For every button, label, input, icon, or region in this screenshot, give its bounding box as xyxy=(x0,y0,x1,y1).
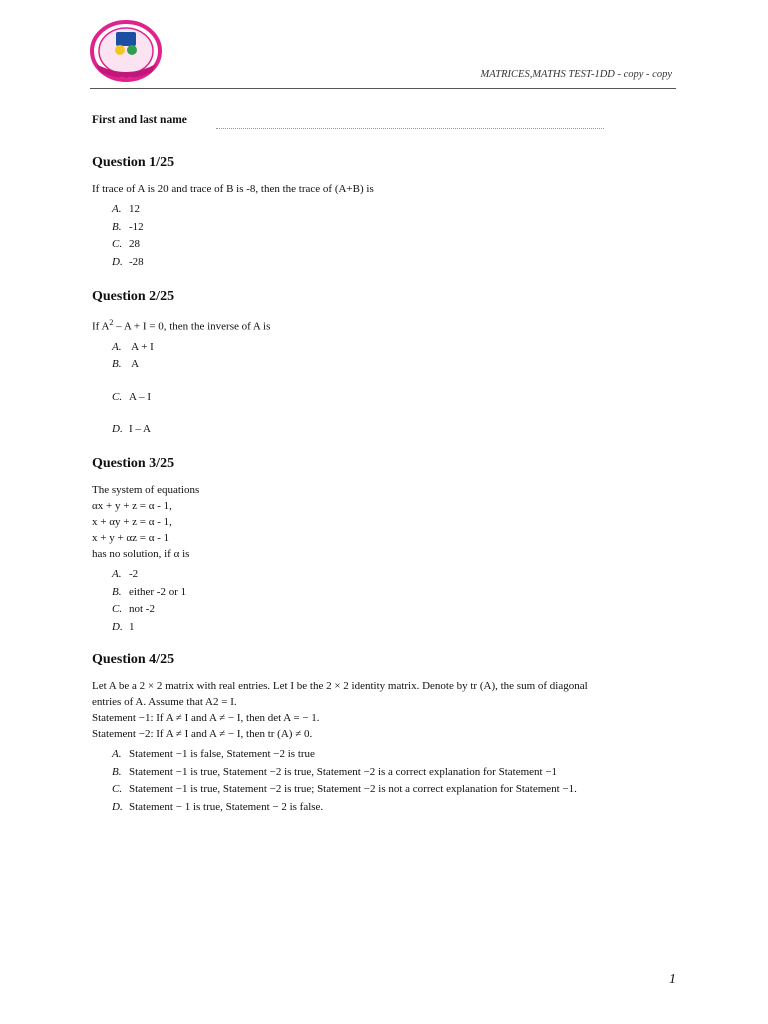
option-letter: D. xyxy=(112,800,123,813)
option-list xyxy=(112,339,270,439)
option-letter: A. xyxy=(112,568,122,580)
school-logo xyxy=(90,20,162,82)
option-text: A + I xyxy=(129,340,154,353)
option-b[interactable] xyxy=(112,219,374,237)
option-text: A xyxy=(129,358,140,371)
option-text: -12 xyxy=(129,220,144,233)
option-text: 28 xyxy=(129,238,140,250)
option-a[interactable] xyxy=(112,566,199,584)
name-field-label: First and last name xyxy=(92,114,187,126)
option-text: Statement −1 is true, Statement −2 is true, Statement −2 is a correct explanation for Statement −1 xyxy=(129,765,558,778)
option-a[interactable] xyxy=(112,201,374,219)
question-line: x + y + αz = α - 1 xyxy=(92,532,170,544)
option-list xyxy=(112,746,588,816)
option-letter: B. xyxy=(112,220,122,233)
option-b[interactable] xyxy=(112,356,270,374)
question-title: Question 1/25 xyxy=(92,155,175,170)
option-b[interactable] xyxy=(112,584,199,602)
option-list xyxy=(112,566,199,636)
option-d[interactable] xyxy=(112,421,270,439)
option-letter: A. xyxy=(112,748,122,760)
option-text: -28 xyxy=(129,255,144,268)
option-d[interactable] xyxy=(112,619,199,637)
question-line: Statement −2: If A ≠ I and A ≠ − I, then tr (A) ≠ 0. xyxy=(92,728,313,740)
option-letter: D. xyxy=(112,255,123,268)
option-text: Statement −1 is false, Statement −2 is true xyxy=(129,748,315,760)
question-title: Question 2/25 xyxy=(92,289,175,304)
question-title: Question 3/25 xyxy=(92,456,175,471)
option-c[interactable] xyxy=(112,601,199,619)
name-input-line[interactable] xyxy=(216,128,604,129)
question-4 xyxy=(92,652,588,816)
question-text-end: – A + I = 0, then the inverse of A is xyxy=(113,320,271,333)
question-title: Question 4/25 xyxy=(92,652,175,667)
option-letter: A. xyxy=(112,203,122,215)
question-line: αx + y + z = α - 1, xyxy=(92,500,172,512)
option-c[interactable] xyxy=(112,389,270,407)
name-field-row xyxy=(92,114,604,132)
option-text: Statement −1 is true, Statement −2 is true; Statement −2 is not a correct explanation for Statement −1. xyxy=(129,783,577,795)
question-text: If trace of A is 20 and trace of B is -8, then the trace of (A+B) is xyxy=(92,183,374,195)
question-text xyxy=(92,482,199,562)
question-1 xyxy=(92,155,374,271)
option-letter: D. xyxy=(112,423,123,436)
document-title: MATRICES,MATHS TEST-1DD - copy - copy xyxy=(480,69,672,80)
option-a[interactable] xyxy=(112,746,588,764)
question-line: entries of A. Assume that A2 = I. xyxy=(92,696,237,708)
option-b[interactable] xyxy=(112,764,588,782)
question-line: Let A be a 2 × 2 matrix with real entries. Let I be the 2 × 2 identity matrix. Denote by tr (A), the sum of diagonal xyxy=(92,680,588,692)
question-2 xyxy=(92,289,270,439)
option-text: 12 xyxy=(129,203,140,215)
option-letter: C. xyxy=(112,603,123,615)
question-line: The system of equations xyxy=(92,484,200,496)
question-line: Statement −1: If A ≠ I and A ≠ − I, then det A = − 1. xyxy=(92,712,320,724)
option-letter: C. xyxy=(112,390,123,403)
option-a[interactable] xyxy=(112,339,270,357)
exponent: 2 xyxy=(109,318,114,327)
question-text xyxy=(92,315,270,335)
question-line: has no solution, if α is xyxy=(92,548,190,560)
option-letter: C. xyxy=(112,238,123,250)
option-d[interactable] xyxy=(112,799,588,817)
option-text: Statement − 1 is true, Statement − 2 is false. xyxy=(129,800,324,813)
option-letter: D. xyxy=(112,620,123,633)
option-text: 1 xyxy=(129,620,135,633)
option-c[interactable] xyxy=(112,781,588,799)
option-text: A – I xyxy=(129,390,151,403)
option-text: either -2 or 1 xyxy=(129,585,187,598)
option-c[interactable] xyxy=(112,236,374,254)
option-letter: A. xyxy=(112,340,122,353)
option-d[interactable] xyxy=(112,254,374,272)
question-3 xyxy=(92,456,199,636)
question-text-start: If A xyxy=(92,320,110,333)
question-line: x + αy + z = α - 1, xyxy=(92,516,172,528)
option-text: I – A xyxy=(129,423,151,436)
header-divider xyxy=(90,88,676,89)
option-letter: C. xyxy=(112,783,123,795)
option-letter: B. xyxy=(112,585,122,598)
question-text xyxy=(92,678,588,742)
page-number: 1 xyxy=(669,972,676,987)
option-text: not -2 xyxy=(129,603,155,615)
option-letter: B. xyxy=(112,765,122,778)
option-letter: B. xyxy=(112,358,122,371)
option-list xyxy=(112,201,374,271)
option-text: -2 xyxy=(129,568,139,580)
